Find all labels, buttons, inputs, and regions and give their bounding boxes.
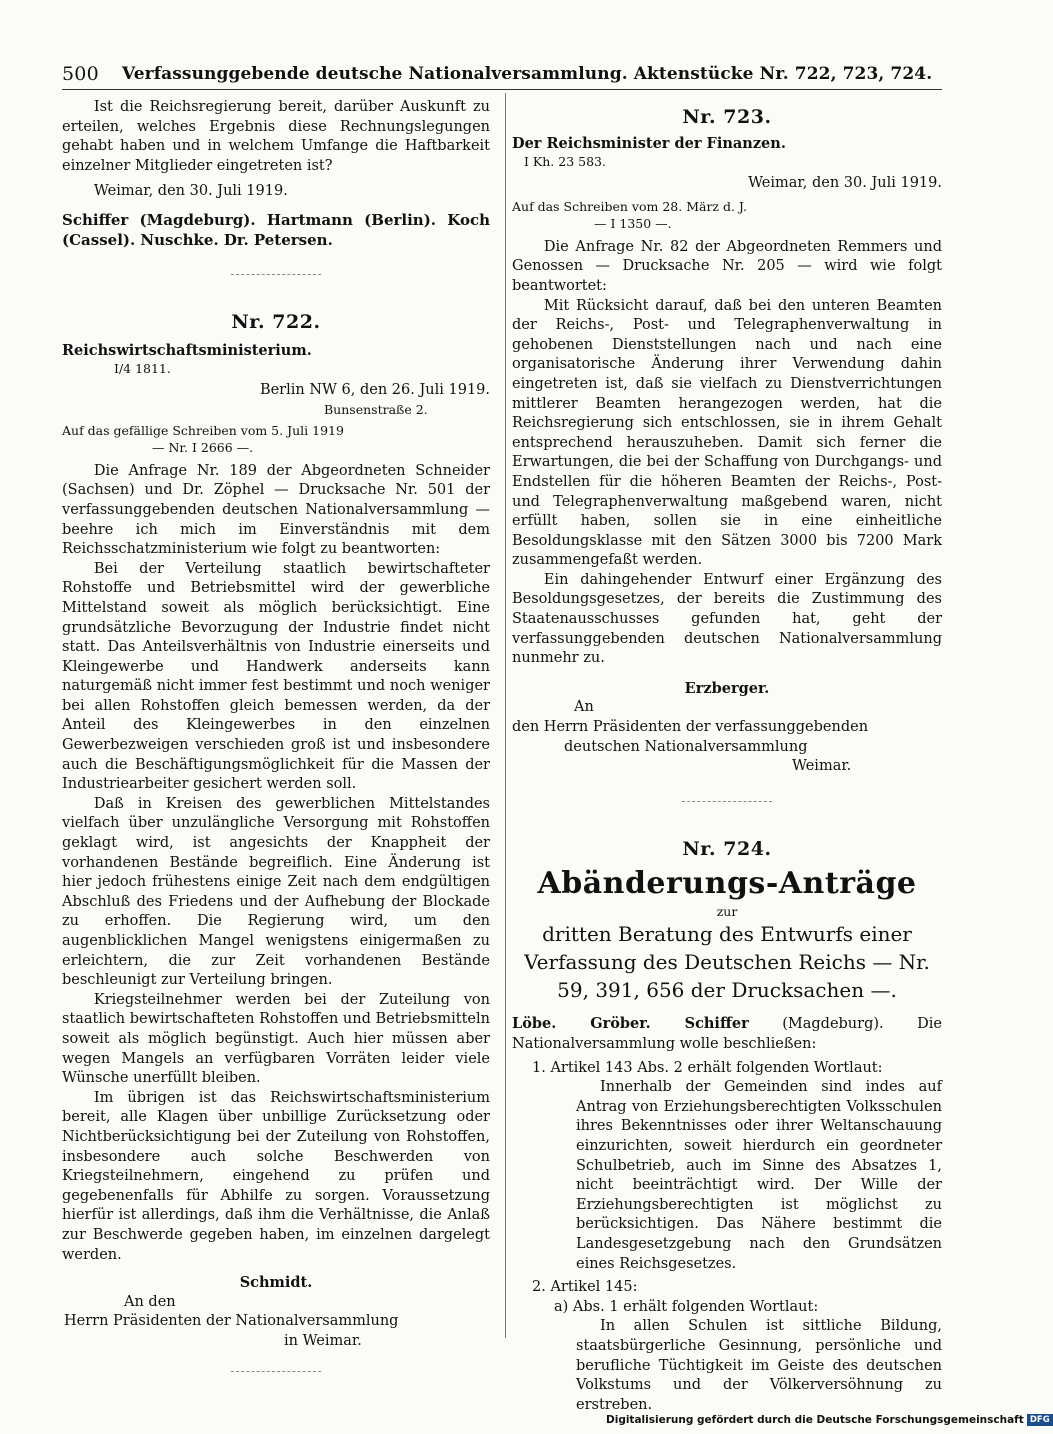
doc-724-item-1: 1. Artikel 143 Abs. 2 erhält folgenden Wortlaut:: [532, 1059, 883, 1076]
doc-723-address-1: An: [574, 699, 594, 716]
doc-722-place-date: Berlin NW 6, den 26. Juli 1919.: [259, 382, 490, 399]
doc-722-paragraph-2: Bei der Verteilung staatlich bewirtschafteter Rohstoffe und Betriebsmittel wird der gewerbliche Mittelstand soweit als möglich berücksichtigt. Eine grundsätzliche Bevorzugung der Industrie findet nicht statt. Das Anteilsverhältnis von Industrie einerseits und Kleingewerbe und Handwerk anderseits kann naturgemäß nicht immer fest bestimmt und noch weniger bei allen Rohstoffen gleich bemessen werden, da der Anteil des Kleingewerbes in den einzelnen Gewerbezweigen verschieden groß ist und insbesondere auch die Beschäftigungsmöglichkeit für die Massen der Industriearbeiter gesichert werden soll.: [62, 560, 490, 793]
doc-724-subtitle: dritten Beratung des Entwurfs einer Verfassung des Deutschen Reichs — Nr. 59, 391, 656 der Drucksachen —.: [524, 922, 930, 1003]
doc-723-paragraph-1: Die Anfrage Nr. 82 der Abgeordneten Remmers und Genossen — Drucksache Nr. 205 — wird wie folgt beantwortet:: [512, 238, 942, 294]
doc-722-street: Bunsenstraße 2.: [324, 401, 428, 417]
doc-723-re-line-1: Auf das Schreiben vom 28. März d. J.: [512, 198, 747, 214]
publication-title: Verfassunggebende deutsche Nationalversammlung.: [122, 64, 628, 84]
doc-723-reference: I Kh. 23 583.: [524, 154, 606, 170]
running-header: [62, 62, 942, 86]
page-number: 500: [62, 63, 99, 85]
doc-722-reference: I/4 1811.: [114, 361, 171, 377]
doc-722-paragraph-4: Kriegsteilnehmer werden bei der Zuteilung von staatlich bewirtschafteten Rohstoffen und Betriebsmitteln soweit als möglich begünstigt. Auch hier müssen aber wegen Mangels an verfügbaren Vorräten leider viele Wünsche unerfüllt bleiben.: [62, 991, 490, 1087]
doc-723-address-3: deutschen Nationalversammlung: [564, 738, 808, 755]
doc-723-ministry: Der Reichsminister der Finanzen.: [512, 134, 786, 152]
doc-723-address-4: Weimar.: [792, 758, 852, 775]
dfg-logo: DFG: [1027, 1414, 1053, 1426]
doc-723-number: Nr. 723.: [682, 106, 772, 128]
right-column: [512, 98, 942, 1415]
doc-724-item-2a: a) Abs. 1 erhält folgenden Wortlaut:: [554, 1298, 819, 1315]
doc-723-signature: Erzberger.: [684, 679, 770, 697]
doc-722-re-line-1: Auf das gefällige Schreiben vom 5. Juli 1919: [62, 422, 344, 438]
doc-723-re-line-2: — I 1350 —.: [594, 215, 672, 231]
doc-722-address-2: Herrn Präsidenten der Nationalversammlung: [64, 1313, 399, 1330]
doc-722-address-1: An den: [124, 1293, 176, 1310]
section-divider: [231, 274, 321, 275]
doc-722-ministry: Reichswirtschaftsministerium.: [62, 341, 312, 359]
doc-723-place-date: Weimar, den 30. Juli 1919.: [748, 175, 942, 192]
section-divider: [682, 801, 772, 802]
header-rule: [62, 89, 942, 90]
doc-724-zur: zur: [716, 904, 738, 920]
left-column: [62, 98, 490, 1410]
column-separator: [505, 93, 506, 1338]
doc-722-paragraph-5: Im übrigen ist das Reichswirtschaftsministerium bereit, alle Klagen über unbillige Zurücksetzung oder Nichtberücksichtigung bei der Zuteilung von Rohstoffen, insbesondere auch solche Beschwerden von Kriegsteilnehmern, eingehend zu prüfen und gegebenenfalls für Abhilfe zu sorgen. Voraussetzung hierfür ist allerdings, daß ihm die Verhältnisse, die Anlaß zur Beschwerde gegeben haben, im einzelnen dargelegt werden.: [62, 1089, 490, 1263]
intro-date: Weimar, den 30. Juli 1919.: [93, 183, 288, 200]
doc-723-address-2: den Herrn Präsidenten der verfassunggebenden: [512, 719, 869, 736]
intro-signers: Schiffer (Magdeburg). Hartmann (Berlin). Koch (Cassel). Nuschke. Dr. Petersen.: [62, 210, 490, 249]
doc-722-address-3: in Weimar.: [284, 1332, 362, 1349]
doc-724-item-1-text: Innerhalb der Gemeinden sind indes auf Antrag von Erziehungsberechtigten Volksschulen ihres Bekenntnisses oder ihrer Weltanschauung einzurichten, soweit hierdurch ein geordneter Schulbetrieb, auch im Sinne des Absatzes 1, nicht beeinträchtigt wird. Der Wille der Erziehungsberechtigten ist möglichst zu berücksichtigen. Das Nähere bestimmt die Landesgesetzgebung nach den Grundsätzen eines Reichsgesetzes.: [576, 1079, 942, 1272]
footer-text: Digitalisierung gefördert durch die Deutsche Forschungsgemeinschaft: [606, 1414, 1024, 1426]
doc-722-number: Nr. 722.: [231, 310, 321, 333]
document-numbers: Aktenstücke Nr. 722, 723, 724.: [633, 64, 933, 84]
doc-722-paragraph-1: Die Anfrage Nr. 189 der Abgeordneten Schneider (Sachsen) und Dr. Zöphel — Drucksache Nr. 501 der verfassunggebenden deutschen Nationalversammlung — beehre ich mich im Einverständnis mit dem Reichsschatzministerium wie folgt zu beantworten:: [62, 462, 490, 558]
doc-724-item-2a-text: In allen Schulen ist sittliche Bildung, staatsbürgerliche Gesinnung, persönliche und berufliche Tüchtigkeit im Geiste des deutschen Volkstums und der Völkerversöhnung zu erstreben.: [576, 1318, 942, 1413]
section-divider: [231, 1371, 321, 1372]
doc-724-movers: Löbe. Gröber. Schiffer: [512, 1015, 749, 1033]
doc-724-title: Abänderungs-Anträge: [537, 866, 917, 902]
doc-722-paragraph-3: Daß in Kreisen des gewerblichen Mittelstandes vielfach über unzulängliche Versorgung mit Rohstoffen geklagt wird, ist angesichts der Knappheit der vorhandenen Bestände begreiflich. Eine Änderung ist hier jedoch frühestens einige Zeit nach dem endgültigen Abschluß des Friedens und der Aufhebung der Blockade zu erhoffen. Die Regierung wird, um den augenblicklichen Mangel wenigstens einigermaßen zu erleichtern, die zur Zeit vorhandenen Bestände beschleunigt zur Verteilung bringen.: [62, 795, 490, 989]
header-title: [122, 62, 932, 86]
digitization-footer: [606, 1413, 1050, 1427]
doc-724-item-2: 2. Artikel 145:: [532, 1279, 638, 1296]
doc-724-movers-rest: (Magdeburg). Die Nationalversammlung wolle beschließen:: [512, 1016, 942, 1052]
doc-723-paragraph-2: Mit Rücksicht darauf, daß bei den unteren Beamten der Reichs-, Post- und Telegraphenverwaltung in gehobenen Dienststellungen nach und nach eine organisatorische Änderung ihrer Verwendung dahin eingetreten ist, daß sie vielfach zu Dienstverrichtungen mittlerer Beamten herangezogen werden, hat die Reichsregierung sich entschlossen, sie in ihrem Gehalt entsprechend herauszuheben. Damit sich ferner die Erwartungen, die bei der Schaffung von Durchgangs- und Endstellen für die höheren Beamten der Reichs-, Post- und Telegraphenverwaltung maßgebend waren, nicht erfüllt haben, sollen sie in eine einheitliche Besoldungsklasse mit den Sätzen 3000 bis 7200 Mark zusammengefaßt werden.: [512, 297, 942, 569]
doc-724-movers-line: [512, 1014, 942, 1054]
doc-722-re-line-2: — Nr. I 2666 —.: [152, 439, 254, 455]
doc-722-signature: Schmidt.: [239, 1274, 313, 1292]
intro-question: Ist die Reichsregierung bereit, darüber Auskunft zu erteilen, welches Ergebnis diese Rechnungslegungen gehabt haben und in welchem Umfange die Haftbarkeit einzelner Mitglieder eingetreten ist?: [62, 99, 490, 174]
doc-724-number: Nr. 724.: [682, 837, 772, 860]
doc-723-paragraph-3: Ein dahingehender Entwurf einer Ergänzung des Besoldungsgesetzes, der bereits die Zustimmung des Staatenausschusses gefunden hat, geht der verfassunggebenden deutschen Nationalversammlung nunmehr zu.: [512, 571, 942, 667]
